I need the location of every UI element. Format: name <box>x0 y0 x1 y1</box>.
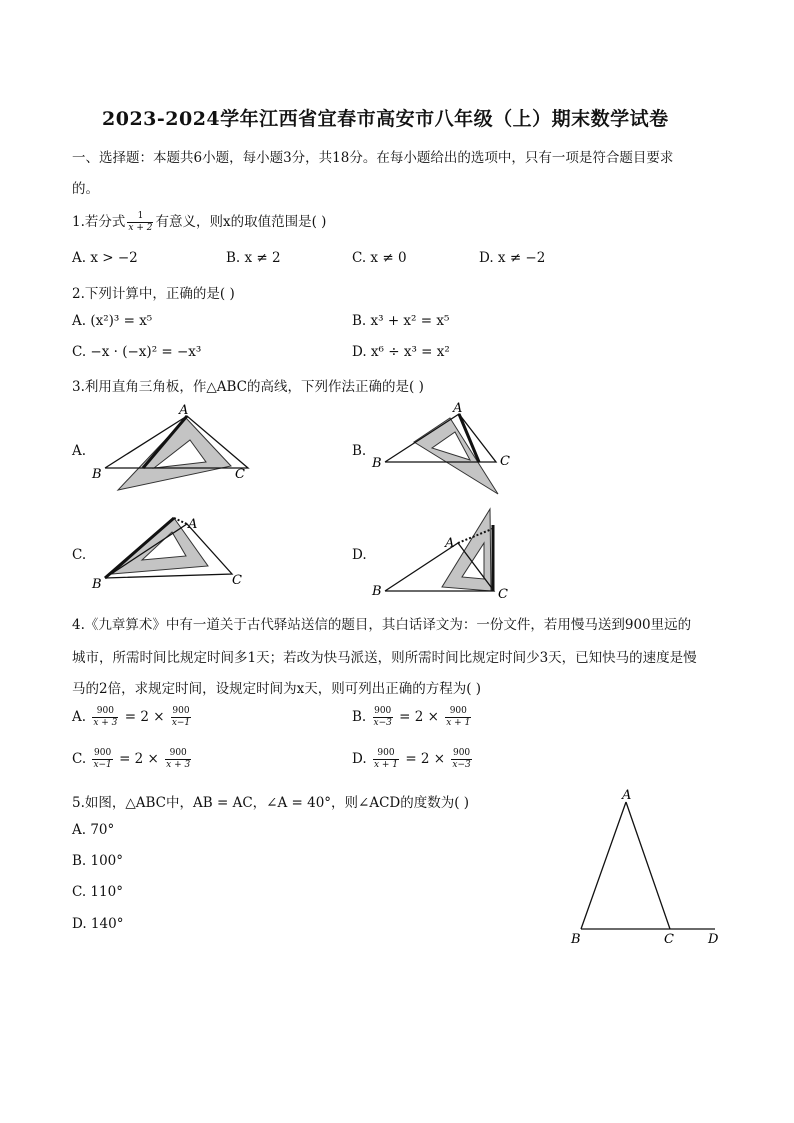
q4-option-c[interactable] <box>72 748 193 771</box>
label-b: B <box>372 456 382 471</box>
label-a: A <box>445 536 455 551</box>
q5-option-c[interactable]: C. 110° <box>72 884 123 900</box>
side-ab <box>581 802 626 929</box>
question-2-stem: 2.下列计算中，正确的是( ) <box>72 286 235 302</box>
q5-option-d[interactable]: D. 140° <box>72 916 124 932</box>
label-a: A <box>622 788 632 803</box>
q5-option-b[interactable]: B. 100° <box>72 853 124 869</box>
q4-b-frac2 <box>445 706 471 729</box>
q3-figure-c <box>86 512 256 592</box>
q2-option-c[interactable]: C. −x · (−x)² = −x³ <box>72 344 202 360</box>
page-title: 2023-2024学年江西省宜春市高安市八年级（上）期末数学试卷 <box>102 108 669 130</box>
q4-d-frac1 <box>373 748 399 771</box>
q4-d-mid: = 2 × <box>405 751 446 767</box>
q4-a-n2: 900 <box>172 706 190 716</box>
q4-a-n1: 900 <box>92 706 118 718</box>
q5-option-a[interactable]: A. 70° <box>72 822 115 838</box>
label-d: D <box>708 932 719 947</box>
q4-d-d1: x + 1 <box>373 760 399 770</box>
q4-a-frac2 <box>171 706 191 729</box>
q4-b-frac1 <box>373 706 393 729</box>
q4-b-n1: 900 <box>374 706 392 716</box>
question-4-line2: 城市，所需时间比规定时间多1天；若改为快马派送，则所需时间比规定时间少3天，已知快马的速度是慢 <box>72 650 697 666</box>
q4-c-frac2 <box>165 748 191 771</box>
question-5-stem: 5.如图，△ABC中，AB = AC，∠A = 40°，则∠ACD的度数为( ) <box>72 795 470 811</box>
q1-option-d[interactable]: D. x ≠ −2 <box>479 250 546 266</box>
q3-figure-d <box>366 505 526 600</box>
label-b: B <box>571 932 581 947</box>
q3-option-c-label[interactable]: C. <box>72 547 87 563</box>
q1-frac-num: 1 <box>127 211 153 223</box>
q4-c-label: C. <box>72 751 87 767</box>
section-heading-line2: 的。 <box>72 181 99 197</box>
q4-c-mid: = 2 × <box>119 751 159 767</box>
q5-figure <box>565 785 735 950</box>
label-b: B <box>92 467 102 482</box>
label-a: A <box>453 401 463 416</box>
q4-option-d[interactable] <box>352 748 474 771</box>
label-c: C <box>232 573 242 588</box>
question-3-stem: 3.利用直角三角板，作△ABC的高线，下列作法正确的是( ) <box>72 379 424 395</box>
q4-c-n2: 900 <box>165 748 191 760</box>
q4-d-n1: 900 <box>373 748 399 760</box>
label-c: C <box>664 932 674 947</box>
q1-stem-after: 有意义，则x的取值范围是( ) <box>155 214 327 230</box>
q4-d-frac2 <box>451 748 471 771</box>
q2-option-d[interactable]: D. x⁶ ÷ x³ = x² <box>352 344 450 360</box>
q4-a-label: A. <box>72 709 87 725</box>
label-a: A <box>188 517 198 532</box>
q1-option-b[interactable]: B. x ≠ 2 <box>226 250 281 266</box>
q2-option-a[interactable]: A. (x²)³ = x⁵ <box>72 313 153 329</box>
q4-option-b[interactable] <box>352 706 473 729</box>
q2-option-b[interactable]: B. x³ + x² = x⁵ <box>352 313 450 329</box>
q4-d-n2: 900 <box>452 748 471 758</box>
q3-option-b-label[interactable]: B. <box>352 443 367 459</box>
q1-fraction <box>127 211 153 234</box>
q4-d-label: D. <box>352 751 367 767</box>
q4-option-a[interactable] <box>72 706 193 729</box>
q3-figure-b <box>366 400 526 500</box>
q3-option-d-label[interactable]: D. <box>352 547 367 563</box>
section-heading-line1: 一、选择题：本题共6小题，每小题3分，共18分。在每小题给出的选项中，只有一项是符合题目要求 <box>72 150 674 166</box>
question-1-stem <box>72 210 326 234</box>
q4-c-d2: x + 3 <box>166 760 191 770</box>
q4-c-frac1 <box>92 748 112 771</box>
q4-a-frac1 <box>92 706 118 729</box>
side-ac <box>626 802 670 929</box>
q4-c-d1: x−1 <box>93 760 112 770</box>
question-4-line3: 马的2倍，求规定时间，设规定时间为x天，则可列出正确的方程为( ) <box>72 681 482 697</box>
q4-b-n2: 900 <box>445 706 471 718</box>
q1-option-c[interactable]: C. x ≠ 0 <box>352 250 407 266</box>
q1-stem-before: 1.若分式 <box>72 214 126 230</box>
q4-b-mid: = 2 × <box>399 709 439 725</box>
q4-b-d2: x + 1 <box>446 718 471 728</box>
q4-b-d1: x−3 <box>373 718 392 728</box>
q3-option-a-label[interactable]: A. <box>72 443 87 459</box>
label-c: C <box>235 467 245 482</box>
q1-option-a[interactable]: A. x > −2 <box>72 250 138 266</box>
q4-d-d2: x−3 <box>452 760 471 770</box>
label-b: B <box>92 577 102 592</box>
question-4-line1: 4.《九章算术》中有一道关于古代驿站送信的题目，其白话译文为：一份文件，若用慢马送到900里远的 <box>72 617 692 633</box>
q4-a-mid: = 2 × <box>124 709 165 725</box>
label-c: C <box>498 587 508 600</box>
q4-c-n1: 900 <box>94 748 112 758</box>
q1-frac-den: x + 2 <box>128 223 153 233</box>
q3-figure-a <box>86 404 256 494</box>
label-b: B <box>372 584 382 599</box>
q4-a-d1: x + 3 <box>93 718 118 728</box>
q4-a-d2: x−1 <box>171 718 191 728</box>
label-c: C <box>500 454 510 469</box>
q4-b-label: B. <box>352 709 367 725</box>
label-a: A <box>179 404 189 418</box>
